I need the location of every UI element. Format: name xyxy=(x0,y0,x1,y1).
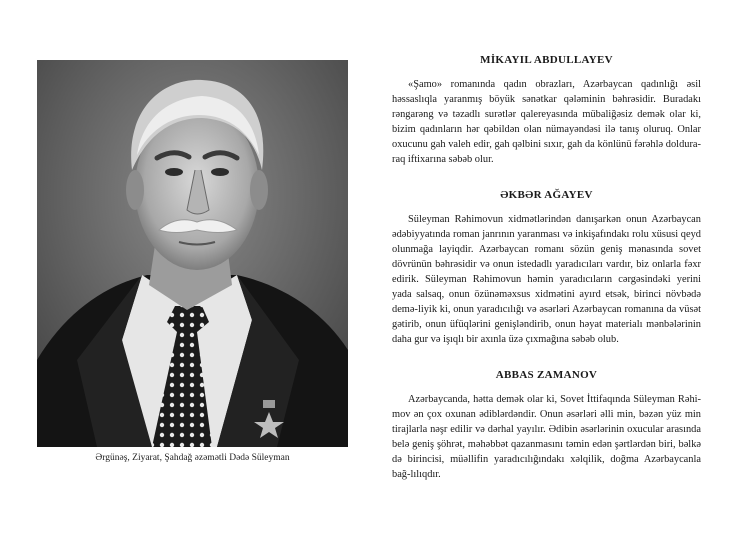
quote-section xyxy=(392,54,701,167)
author-heading: ABBAS ZAMANOV xyxy=(495,369,598,381)
portrait-image xyxy=(37,60,348,447)
author-heading: MİKAYIL ABDULLAYEV xyxy=(480,54,613,66)
author-heading: ƏKBƏR AĞAYEV xyxy=(500,189,593,201)
quote-text: Azərbaycanda, hətta demək olar ki, Sovet İttifaqında Süleyman Rəhi-mov ən çox oxunan ədiblərdəndir. Onun əsərləri əlli min, bəzən yüz min tirajlarla nəşr edilir və dərhal yayılır. Ədibin əsərlərinin oxucular arasında belə geniş şöhrət, məhəbbət qazanmasını təmin edən şərtlərdən biri, bəlkə də birincisi, müəllifin yaradıcılığındakı xəlqilik, doğma Azərbaycanla bağ-lılıqdır. xyxy=(392,394,701,480)
photo-caption: Ərgünəş, Ziyarat, Şahdağ əzəmətli Dədə Süleyman xyxy=(95,453,290,463)
quote-text: Süleyman Rəhimovun xidmətlərindən danışarkən onun Azərbaycan ədəbiyyatında roman janrının yaranması və inkişafındakı rolu xüsusi qeyd olunmağa layiqdir. Azərbaycan romanı sözün geniş mənasında sovet dövrünün bəhrəsidir və onun istedadlı yaradıcıları vardır, biz onlarla fəxr edirik. Süleyman Rəhimovun həmin yaradıcıların cərgəsindəki yerini yada salsaq, onun özünəməxsus xidmətini ayırd etsək, birinci növbədə demə-liyik ki, onun yaradıcılığı və əsərləri Azərbaycan romanına da vüsət gətirib, onun üfüqlərini genişləndirib, onun həyat materialı mənbələrinin daha gur və işıqlı bir axınla üzə çıxmağına səbəb olub. xyxy=(392,214,701,345)
quote-section xyxy=(392,369,701,482)
portrait-photo xyxy=(37,60,348,447)
quote-section xyxy=(392,189,701,347)
quotes-column xyxy=(392,54,701,504)
quote-text: «Şamo» romanında qadın obrazları, Azərbaycan qadınlığı əsil həssaslıqla yaranmış böyük sənətkar qələminin bəhrəsidir. Buradakı rəngarəng və təzadlı surətlər qalereyasında mübaliğəsiz demək olar ki, bizim qadınların hər qəbildən olan nümayəndəsi ilə tanış oluruq. Onlar oxucunu gah valeh edir, gah qəlbini sıxır, gah da könlünü fərəhlə doldura-raq iftixarına səbəb olur. xyxy=(392,79,701,165)
